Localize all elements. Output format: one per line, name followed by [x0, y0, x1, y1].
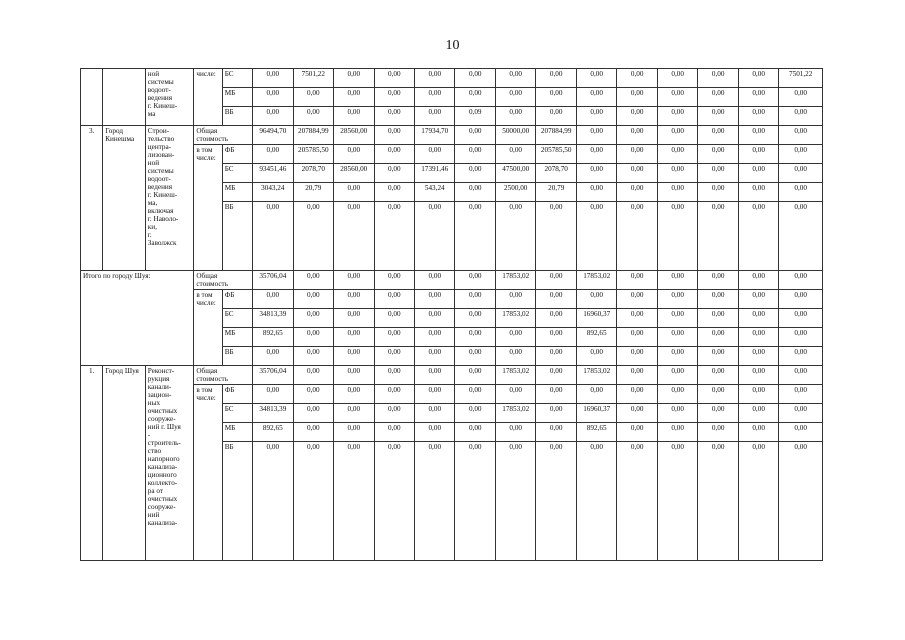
value-cell: 17853,02	[576, 366, 616, 385]
value-cell: 207884,99	[293, 126, 333, 145]
value-cell: 0,00	[334, 183, 374, 202]
value-cell: 0,00	[698, 88, 738, 107]
budget-code: БС	[222, 69, 252, 88]
value-cell: 0,00	[455, 271, 495, 290]
value-cell: 35706,04	[253, 271, 293, 290]
value-cell: 0,00	[495, 328, 535, 347]
value-cell: 0,00	[536, 442, 576, 561]
value-cell: 0,00	[617, 385, 657, 404]
value-cell: 17853,02	[495, 271, 535, 290]
value-cell: 0,00	[455, 290, 495, 309]
value-cell: 0,00	[374, 88, 414, 107]
value-cell: 205785,50	[293, 145, 333, 164]
value-cell: 0,00	[657, 385, 697, 404]
budget-code: ВБ	[222, 202, 252, 271]
value-cell: 17853,02	[495, 366, 535, 385]
value-cell: 0,00	[455, 88, 495, 107]
total-cost-label: Общая стоимость	[194, 366, 253, 385]
value-cell: 0,00	[779, 404, 823, 423]
value-cell: 0,00	[779, 347, 823, 366]
value-cell: 16960,37	[576, 309, 616, 328]
value-cell: 0,00	[374, 347, 414, 366]
value-cell: 7501,22	[293, 69, 333, 88]
value-cell: 0,00	[253, 347, 293, 366]
value-cell: 0,00	[698, 271, 738, 290]
value-cell: 0,00	[657, 126, 697, 145]
value-cell: 0,00	[415, 347, 455, 366]
value-cell: 0,00	[455, 164, 495, 183]
budget-code: БС	[222, 309, 252, 328]
value-cell: 20,79	[536, 183, 576, 202]
value-cell: 0,00	[738, 183, 778, 202]
value-cell: 0,00	[334, 347, 374, 366]
value-cell: 0,00	[617, 69, 657, 88]
value-cell: 0,00	[738, 423, 778, 442]
value-cell: 0,00	[657, 271, 697, 290]
value-cell: 0,00	[738, 107, 778, 126]
value-cell: 0,00	[617, 442, 657, 561]
value-cell: 0,00	[617, 271, 657, 290]
value-cell: 0,00	[415, 404, 455, 423]
value-cell: 16960,37	[576, 404, 616, 423]
value-cell: 0,00	[253, 385, 293, 404]
value-cell: 0,00	[617, 290, 657, 309]
project-description: ной системы водоот- ведения г. Кинеш- ма	[145, 69, 194, 126]
value-cell: 0,00	[374, 202, 414, 271]
value-cell: 2500,00	[495, 183, 535, 202]
value-cell: 0,00	[738, 271, 778, 290]
value-cell: 0,00	[334, 366, 374, 385]
value-cell: 0,00	[415, 309, 455, 328]
value-cell: 0,00	[536, 107, 576, 126]
value-cell: 0,00	[374, 290, 414, 309]
value-cell: 0,00	[455, 145, 495, 164]
budget-code: МБ	[222, 183, 252, 202]
value-cell: 17853,02	[495, 404, 535, 423]
value-cell: 0,00	[495, 442, 535, 561]
value-cell: 0,00	[253, 202, 293, 271]
value-cell: 0,00	[374, 126, 414, 145]
value-cell: 0,00	[293, 423, 333, 442]
value-cell: 0,00	[657, 404, 697, 423]
city-name	[103, 69, 146, 126]
value-cell: 0,00	[455, 328, 495, 347]
value-cell: 0,00	[698, 366, 738, 385]
value-cell: 0,00	[253, 442, 293, 561]
value-cell: 0,00	[374, 164, 414, 183]
value-cell: 0,00	[536, 309, 576, 328]
value-cell: 0,00	[415, 271, 455, 290]
value-cell: 0,00	[779, 107, 823, 126]
value-cell: 93451,46	[253, 164, 293, 183]
value-cell: 0,00	[415, 442, 455, 561]
value-cell: 0,00	[374, 183, 414, 202]
value-cell: 0,00	[536, 69, 576, 88]
value-cell: 28560,00	[334, 126, 374, 145]
value-cell: 0,00	[617, 347, 657, 366]
value-cell: 17391,46	[415, 164, 455, 183]
value-cell: 0,00	[738, 366, 778, 385]
value-cell: 17853,02	[576, 271, 616, 290]
value-cell: 0,00	[617, 309, 657, 328]
value-cell: 0,00	[576, 145, 616, 164]
budget-code: МБ	[222, 88, 252, 107]
value-cell: 0,00	[334, 423, 374, 442]
value-cell: 892,65	[576, 423, 616, 442]
value-cell: 0,00	[657, 202, 697, 271]
value-cell: 0,00	[698, 202, 738, 271]
table-row	[81, 126, 823, 145]
value-cell: 0,00	[495, 347, 535, 366]
value-cell: 0,00	[495, 88, 535, 107]
value-cell: 2078,70	[536, 164, 576, 183]
value-cell: 0,00	[576, 126, 616, 145]
value-cell: 0,00	[415, 107, 455, 126]
project-description: Строи- тельство центра- лизован- ной системы водоот- ведения г. Кинеш- ма, включая г. Наволо- ки, г. Заволжск	[145, 126, 194, 271]
value-cell: 0,00	[536, 290, 576, 309]
value-cell: 0,00	[253, 145, 293, 164]
value-cell: 0,00	[657, 88, 697, 107]
value-cell: 0,00	[536, 404, 576, 423]
value-cell: 0,00	[536, 328, 576, 347]
value-cell: 0,00	[617, 145, 657, 164]
value-cell: 0,00	[576, 88, 616, 107]
value-cell: 0,00	[455, 423, 495, 442]
value-cell: 0,00	[617, 328, 657, 347]
value-cell: 0,00	[455, 183, 495, 202]
value-cell: 0,00	[293, 442, 333, 561]
city-name: Город Шуя	[103, 366, 146, 561]
funding-table	[80, 68, 823, 561]
value-cell: 0,00	[698, 385, 738, 404]
value-cell: 0,00	[374, 309, 414, 328]
value-cell: 0,00	[415, 385, 455, 404]
value-cell: 0,00	[415, 290, 455, 309]
value-cell: 892,65	[253, 423, 293, 442]
value-cell: 0,00	[455, 309, 495, 328]
value-cell: 0,00	[455, 347, 495, 366]
value-cell: 35706,04	[253, 366, 293, 385]
value-cell: 0,00	[576, 69, 616, 88]
value-cell: 892,65	[253, 328, 293, 347]
value-cell: 0,00	[698, 126, 738, 145]
value-cell: 0,00	[334, 309, 374, 328]
value-cell: 0,00	[374, 271, 414, 290]
value-cell: 0,00	[293, 347, 333, 366]
budget-code: ФБ	[222, 145, 252, 164]
value-cell: 207884,99	[536, 126, 576, 145]
value-cell: 17853,02	[495, 309, 535, 328]
value-cell: 0,00	[779, 385, 823, 404]
value-cell: 0,00	[293, 404, 333, 423]
value-cell: 0,00	[495, 202, 535, 271]
value-cell: 0,00	[617, 404, 657, 423]
value-cell: 0,00	[374, 442, 414, 561]
value-cell: 0,00	[536, 423, 576, 442]
value-cell: 0,00	[657, 290, 697, 309]
value-cell: 0,00	[253, 107, 293, 126]
value-cell: 0,00	[415, 202, 455, 271]
value-cell: 0,00	[617, 366, 657, 385]
incl-label: в том числе:	[194, 385, 222, 561]
value-cell: 0,00	[698, 145, 738, 164]
value-cell: 205785,50	[536, 145, 576, 164]
value-cell: 0,00	[253, 88, 293, 107]
value-cell: 0,00	[738, 385, 778, 404]
value-cell: 0,00	[657, 107, 697, 126]
row-index: 1.	[81, 366, 103, 561]
value-cell: 0,00	[779, 423, 823, 442]
value-cell: 0,00	[495, 290, 535, 309]
value-cell: 0,00	[415, 145, 455, 164]
value-cell: 0,00	[334, 145, 374, 164]
value-cell: 28560,00	[334, 164, 374, 183]
value-cell: 0,09	[455, 107, 495, 126]
budget-code: ВБ	[222, 442, 252, 561]
budget-code: БС	[222, 164, 252, 183]
value-cell: 0,00	[536, 88, 576, 107]
value-cell: 0,00	[617, 423, 657, 442]
value-cell: 34813,39	[253, 404, 293, 423]
budget-code: ФБ	[222, 290, 252, 309]
value-cell: 0,00	[293, 385, 333, 404]
value-cell: 2078,70	[293, 164, 333, 183]
row-index	[81, 69, 103, 126]
value-cell: 50000,00	[495, 126, 535, 145]
value-cell: 0,00	[334, 328, 374, 347]
value-cell: 0,00	[334, 88, 374, 107]
value-cell: 0,00	[536, 202, 576, 271]
value-cell: 0,00	[738, 404, 778, 423]
value-cell: 3043,24	[253, 183, 293, 202]
value-cell: 0,00	[293, 271, 333, 290]
value-cell: 0,00	[576, 183, 616, 202]
value-cell: 0,00	[536, 347, 576, 366]
value-cell: 0,00	[334, 442, 374, 561]
value-cell: 0,00	[779, 328, 823, 347]
value-cell: 892,65	[576, 328, 616, 347]
value-cell: 0,00	[738, 202, 778, 271]
value-cell: 0,00	[698, 442, 738, 561]
value-cell: 0,00	[455, 202, 495, 271]
value-cell: 0,00	[617, 107, 657, 126]
value-cell: 0,00	[617, 88, 657, 107]
value-cell: 0,00	[415, 69, 455, 88]
value-cell: 0,00	[334, 271, 374, 290]
table-row	[81, 366, 823, 385]
table-row	[81, 69, 823, 88]
value-cell: 0,00	[495, 423, 535, 442]
value-cell: 0,00	[779, 126, 823, 145]
value-cell: 0,00	[617, 164, 657, 183]
value-cell: 0,00	[253, 69, 293, 88]
value-cell: 0,00	[657, 366, 697, 385]
city-name: Город Кинешма	[103, 126, 146, 271]
budget-code: МБ	[222, 328, 252, 347]
value-cell: 0,00	[738, 88, 778, 107]
value-cell: 0,00	[576, 202, 616, 271]
value-cell: 0,00	[779, 366, 823, 385]
value-cell: 0,00	[738, 164, 778, 183]
value-cell: 0,00	[738, 309, 778, 328]
value-cell: 0,00	[536, 271, 576, 290]
incl-label: в том числе:	[194, 290, 222, 366]
value-cell: 0,00	[455, 404, 495, 423]
subtotal-title: Итого по городу Шуя:	[81, 271, 194, 366]
budget-code: ФБ	[222, 385, 252, 404]
value-cell: 0,00	[293, 309, 333, 328]
value-cell: 0,00	[779, 290, 823, 309]
value-cell: 0,00	[617, 126, 657, 145]
value-cell: 0,00	[576, 290, 616, 309]
budget-code: БС	[222, 404, 252, 423]
value-cell: 0,00	[657, 69, 697, 88]
value-cell: 0,00	[334, 290, 374, 309]
value-cell: 0,00	[455, 366, 495, 385]
project-description: Реконст- рукция канали- зацион- ных очистных сооруже- ний г. Шуя - строитель- ство напорного канализа- ционного коллекто- ра от очистных сооруже- ний канализа-	[145, 366, 194, 561]
value-cell: 0,00	[293, 328, 333, 347]
value-cell: 0,00	[455, 126, 495, 145]
value-cell: 0,00	[576, 385, 616, 404]
value-cell: 0,00	[293, 290, 333, 309]
value-cell: 0,00	[698, 347, 738, 366]
value-cell: 0,00	[738, 347, 778, 366]
value-cell: 0,00	[779, 442, 823, 561]
total-cost-label: Общая стоимость	[194, 126, 253, 145]
value-cell: 0,00	[657, 309, 697, 328]
value-cell: 0,00	[657, 423, 697, 442]
value-cell: 0,00	[738, 145, 778, 164]
value-cell: 0,00	[576, 164, 616, 183]
value-cell: 543,24	[415, 183, 455, 202]
total-cost-label: Общая стоимость	[194, 271, 253, 290]
value-cell: 0,00	[293, 107, 333, 126]
value-cell: 0,00	[576, 442, 616, 561]
value-cell: 0,00	[779, 88, 823, 107]
value-cell: 0,00	[657, 328, 697, 347]
value-cell: 0,00	[334, 385, 374, 404]
value-cell: 0,00	[657, 347, 697, 366]
value-cell: 0,00	[334, 69, 374, 88]
value-cell: 0,00	[455, 69, 495, 88]
value-cell: 0,00	[657, 145, 697, 164]
value-cell: 0,00	[536, 385, 576, 404]
value-cell: 0,00	[657, 164, 697, 183]
value-cell: 0,00	[334, 202, 374, 271]
table-row	[81, 271, 823, 290]
value-cell: 0,00	[374, 385, 414, 404]
value-cell: 0,00	[576, 347, 616, 366]
value-cell: 0,00	[698, 404, 738, 423]
value-cell: 0,00	[698, 328, 738, 347]
value-cell: 0,00	[698, 183, 738, 202]
value-cell: 96494,70	[253, 126, 293, 145]
value-cell: 0,00	[374, 366, 414, 385]
incl-label: числе:	[194, 69, 222, 126]
value-cell: 0,00	[738, 126, 778, 145]
value-cell: 0,00	[698, 107, 738, 126]
value-cell: 34813,39	[253, 309, 293, 328]
value-cell: 0,00	[495, 107, 535, 126]
value-cell: 0,00	[415, 328, 455, 347]
value-cell: 0,00	[617, 183, 657, 202]
value-cell: 0,00	[617, 202, 657, 271]
value-cell: 0,00	[415, 88, 455, 107]
value-cell: 0,00	[334, 404, 374, 423]
value-cell: 0,00	[657, 183, 697, 202]
value-cell: 0,00	[293, 88, 333, 107]
value-cell: 0,00	[738, 290, 778, 309]
value-cell: 0,00	[415, 423, 455, 442]
value-cell: 0,00	[415, 366, 455, 385]
value-cell: 0,00	[698, 164, 738, 183]
value-cell: 0,00	[455, 442, 495, 561]
value-cell: 0,00	[576, 107, 616, 126]
value-cell: 0,00	[253, 290, 293, 309]
budget-code: МБ	[222, 423, 252, 442]
value-cell: 7501,22	[779, 69, 823, 88]
value-cell: 0,00	[536, 366, 576, 385]
value-cell: 0,00	[374, 107, 414, 126]
value-cell: 0,00	[657, 442, 697, 561]
value-cell: 0,00	[779, 145, 823, 164]
value-cell: 0,00	[374, 404, 414, 423]
incl-label: в том числе:	[194, 145, 222, 271]
value-cell: 0,00	[293, 366, 333, 385]
value-cell: 0,00	[455, 385, 495, 404]
value-cell: 0,00	[779, 164, 823, 183]
row-index: 3.	[81, 126, 103, 271]
value-cell: 0,00	[374, 328, 414, 347]
page-number: 10	[445, 38, 460, 53]
value-cell: 0,00	[495, 69, 535, 88]
value-cell: 0,00	[738, 69, 778, 88]
value-cell: 0,00	[738, 442, 778, 561]
budget-code: ВБ	[222, 347, 252, 366]
value-cell: 0,00	[293, 202, 333, 271]
value-cell: 20,79	[293, 183, 333, 202]
value-cell: 0,00	[779, 202, 823, 271]
value-cell: 0,00	[698, 290, 738, 309]
value-cell: 0,00	[374, 69, 414, 88]
value-cell: 0,00	[495, 145, 535, 164]
value-cell: 0,00	[495, 385, 535, 404]
budget-code: ВБ	[222, 107, 252, 126]
value-cell: 0,00	[374, 423, 414, 442]
value-cell: 47500,00	[495, 164, 535, 183]
value-cell: 0,00	[698, 69, 738, 88]
value-cell: 0,00	[738, 328, 778, 347]
value-cell: 0,00	[698, 309, 738, 328]
value-cell: 17934,70	[415, 126, 455, 145]
value-cell: 0,00	[698, 423, 738, 442]
value-cell: 0,00	[334, 107, 374, 126]
value-cell: 0,00	[779, 183, 823, 202]
value-cell: 0,00	[779, 271, 823, 290]
value-cell: 0,00	[374, 145, 414, 164]
value-cell: 0,00	[779, 309, 823, 328]
